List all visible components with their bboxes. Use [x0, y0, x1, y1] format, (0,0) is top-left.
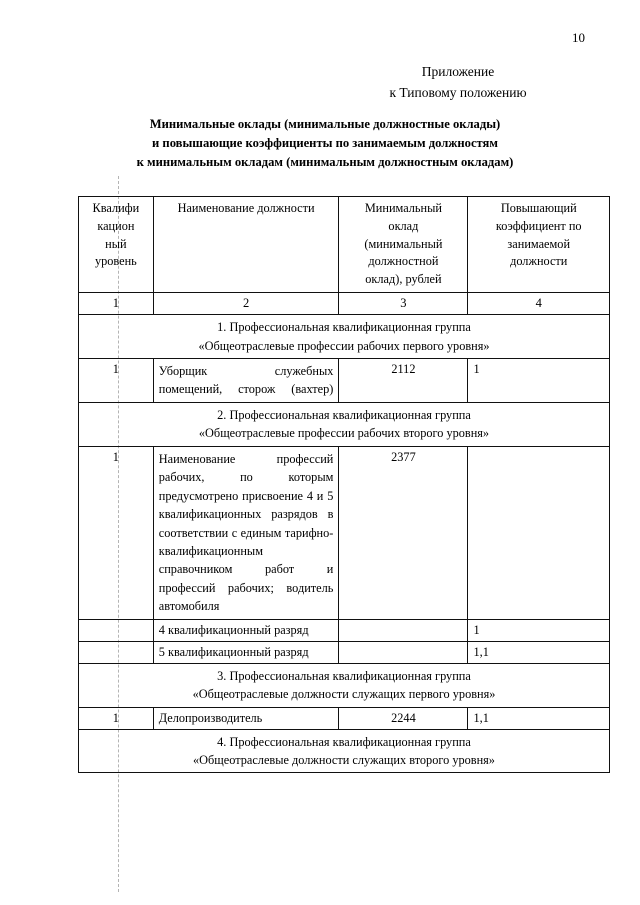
header-salary-line-5: оклад), рублей — [365, 272, 442, 287]
header-coefficient-line-4: должности — [510, 254, 568, 269]
row-coefficient: 1,1 — [468, 707, 610, 729]
salary-table — [78, 196, 610, 773]
row-salary — [339, 619, 468, 641]
row-position: 5 квалификационный разряд — [153, 641, 339, 663]
row-level: 1 — [79, 707, 154, 729]
table-header-row — [79, 197, 610, 293]
column-number-4: 4 — [468, 293, 610, 315]
table-group-row-3 — [79, 663, 610, 707]
document-addressee — [328, 62, 588, 104]
header-level-line-1: Квалифи — [92, 201, 140, 215]
row-position: 4 квалификационный разряд — [153, 619, 339, 641]
group-2-line-2: «Общеотраслевые профессии рабочих второго уровня» — [198, 426, 490, 441]
row-coefficient: 1 — [468, 359, 610, 403]
page-number: 10 — [572, 30, 585, 45]
row-coefficient: 1,1 — [468, 641, 610, 663]
row-position: Делопроизводитель — [153, 707, 339, 729]
group-1-cell — [79, 315, 610, 359]
group-2-cell — [79, 402, 610, 446]
column-number-2: 2 — [153, 293, 339, 315]
group-1-line-1: 1. Профессиональная квалификационная группа — [217, 320, 471, 335]
addressee-line-2: к Типовому положению — [389, 84, 527, 100]
table-row — [79, 707, 610, 729]
group-4-line-2: «Общеотраслевые должности служащих второго уровня» — [193, 753, 495, 768]
header-salary-line-3: (минимальный — [364, 236, 443, 251]
group-4-line-1: 4. Профессиональная квалификационная группа — [217, 734, 471, 749]
header-coefficient-line-3: занимаемой — [507, 236, 571, 251]
row-position: Наименование профессий рабочих, по которым предусмотрено присвоение 4 и 5 квалификационных разрядов в соответствии с единым тарифно-квалификационным справочником работ и профессий рабочих; водитель автомобиля — [153, 446, 339, 619]
header-cell-coefficient — [468, 197, 610, 293]
group-3-line-2: «Общеотраслевые должности служащих первого уровня» — [192, 687, 496, 702]
row-salary — [339, 641, 468, 663]
row-coefficient: 1 — [468, 619, 610, 641]
row-salary: 2377 — [339, 446, 468, 619]
table-row — [79, 446, 610, 619]
row-coefficient — [468, 446, 610, 619]
row-salary: 2244 — [339, 707, 468, 729]
page-title — [70, 115, 580, 172]
header-coefficient-line-1: Повышающий — [500, 201, 577, 215]
row-salary: 2112 — [339, 359, 468, 403]
row-level: 1 — [79, 359, 154, 403]
header-position-label: Наименование должности — [177, 201, 315, 215]
row-position: Уборщик служебных помещений, сторож (вахтер) — [153, 359, 339, 403]
group-3-line-1: 3. Профессиональная квалификационная группа — [217, 668, 471, 683]
header-cell-level — [79, 197, 154, 293]
row-level: 1 — [79, 446, 154, 619]
header-cell-position — [153, 197, 339, 293]
group-2-line-1: 2. Профессиональная квалификационная группа — [217, 407, 471, 422]
table-column-number-row — [79, 293, 610, 315]
header-salary-line-4: должностной — [368, 254, 439, 269]
title-line-2: и повышающие коэффициенты по занимаемым должностям — [152, 136, 498, 151]
title-line-1: Минимальные оклады (минимальные должностные оклады) — [149, 117, 501, 131]
header-level-line-2: кацион — [97, 218, 135, 233]
table-row — [79, 359, 610, 403]
group-1-line-2: «Общеотраслевые профессии рабочих первого уровня» — [198, 338, 490, 353]
addressee-line-1: Приложение — [421, 64, 495, 79]
header-level-line-4: уровень — [94, 254, 137, 269]
header-salary-line-2: оклад — [388, 218, 419, 233]
table-group-row-1 — [79, 315, 610, 359]
group-4-cell — [79, 729, 610, 773]
table-group-row-4 — [79, 729, 610, 773]
column-number-1: 1 — [79, 293, 154, 315]
header-level-line-3: ный — [105, 236, 127, 251]
column-number-3: 3 — [339, 293, 468, 315]
group-3-cell — [79, 663, 610, 707]
table-row — [79, 619, 610, 641]
table-group-row-2 — [79, 402, 610, 446]
header-cell-salary — [339, 197, 468, 293]
row-level — [79, 619, 154, 641]
header-salary-line-1: Минимальный — [364, 201, 442, 215]
header-coefficient-line-2: коэффициент по — [495, 218, 582, 233]
row-level — [79, 641, 154, 663]
table-row — [79, 641, 610, 663]
title-line-3: к минимальным окладам (минимальным должностным окладам) — [136, 155, 514, 170]
